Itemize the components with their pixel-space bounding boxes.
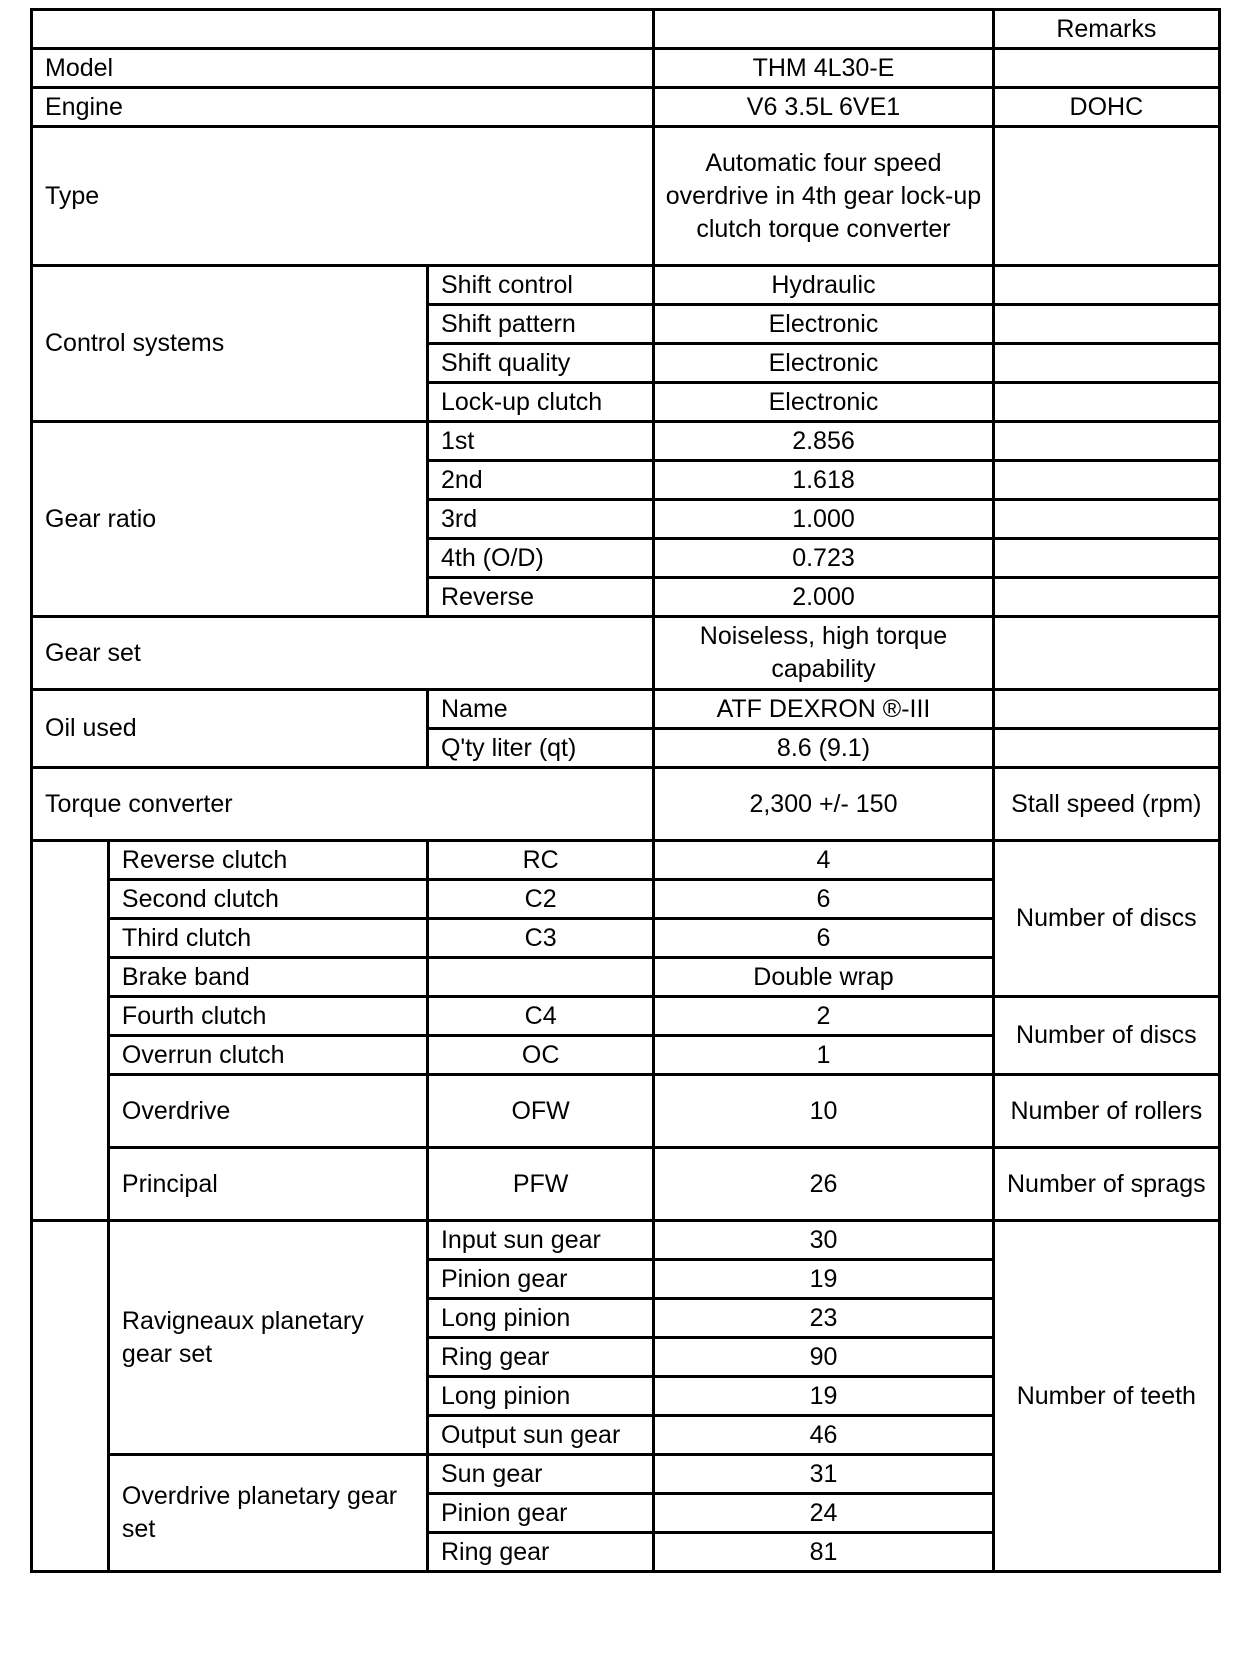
gear-name: Input sun gear bbox=[427, 1221, 653, 1260]
torque-converter-remark: Stall speed (rpm) bbox=[993, 768, 1219, 841]
oil-used-label: Oil used bbox=[32, 690, 428, 768]
ravigneaux-label: Ravigneaux planetary gear set bbox=[108, 1221, 427, 1455]
oil-qty-label: Q'ty liter (qt) bbox=[427, 729, 653, 768]
gear-ratio-value: 2.856 bbox=[654, 422, 993, 461]
gear-ratio-value: 1.618 bbox=[654, 461, 993, 500]
model-label: Model bbox=[32, 49, 654, 88]
control-item-name: Shift quality bbox=[427, 344, 653, 383]
control-item-remark bbox=[993, 383, 1219, 422]
gear-ratio-label: Gear ratio bbox=[32, 422, 428, 617]
freewheel-code: PFW bbox=[427, 1148, 653, 1221]
header-row bbox=[32, 10, 1220, 49]
freewheel-name: Overdrive bbox=[108, 1075, 427, 1148]
engine-value: V6 3.5L 6VE1 bbox=[654, 88, 993, 127]
clutch-remark-discs-2: Number of discs bbox=[993, 997, 1219, 1075]
clutch-group-blank bbox=[32, 841, 109, 1221]
gear-set-value: Noiseless, high torque capability bbox=[654, 617, 993, 690]
model-remark bbox=[993, 49, 1219, 88]
engine-remark: DOHC bbox=[993, 88, 1219, 127]
gear-ratio-name: 4th (O/D) bbox=[427, 539, 653, 578]
gear-name: Pinion gear bbox=[427, 1260, 653, 1299]
control-item-value: Electronic bbox=[654, 344, 993, 383]
gear-teeth: 19 bbox=[654, 1377, 993, 1416]
clutch-code: C2 bbox=[427, 880, 653, 919]
freewheel-remark: Number of sprags bbox=[993, 1148, 1219, 1221]
oil-name-label: Name bbox=[427, 690, 653, 729]
clutch-name: Second clutch bbox=[108, 880, 427, 919]
control-item-name: Lock-up clutch bbox=[427, 383, 653, 422]
gear-name: Pinion gear bbox=[427, 1494, 653, 1533]
gear-set-row bbox=[32, 617, 1220, 690]
clutch-code: RC bbox=[427, 841, 653, 880]
clutch-remark-discs: Number of discs bbox=[993, 841, 1219, 997]
gear-ratio-remark bbox=[993, 422, 1219, 461]
gear-ratio-remark bbox=[993, 539, 1219, 578]
header-blank bbox=[32, 10, 654, 49]
engine-label: Engine bbox=[32, 88, 654, 127]
freewheel-value: 10 bbox=[654, 1075, 993, 1148]
type-row bbox=[32, 127, 1220, 266]
control-row bbox=[32, 266, 1220, 305]
gear-ratio-remark bbox=[993, 500, 1219, 539]
gear-ratio-value: 0.723 bbox=[654, 539, 993, 578]
clutch-value: Double wrap bbox=[654, 958, 993, 997]
model-value: THM 4L30-E bbox=[654, 49, 993, 88]
gear-set-remark bbox=[993, 617, 1219, 690]
gear-teeth: 23 bbox=[654, 1299, 993, 1338]
gear-teeth: 31 bbox=[654, 1455, 993, 1494]
type-remark bbox=[993, 127, 1219, 266]
gear-ratio-name: 3rd bbox=[427, 500, 653, 539]
clutch-name: Fourth clutch bbox=[108, 997, 427, 1036]
clutch-name: Brake band bbox=[108, 958, 427, 997]
clutch-value: 6 bbox=[654, 880, 993, 919]
gear-name: Ring gear bbox=[427, 1533, 653, 1572]
control-item-value: Electronic bbox=[654, 305, 993, 344]
engine-row bbox=[32, 88, 1220, 127]
gear-ratio-name: 1st bbox=[427, 422, 653, 461]
gear-name: Long pinion bbox=[427, 1377, 653, 1416]
clutch-row bbox=[32, 841, 1220, 880]
clutch-code: C3 bbox=[427, 919, 653, 958]
control-item-name: Shift pattern bbox=[427, 305, 653, 344]
specifications-table bbox=[30, 8, 1221, 1573]
gear-teeth: 24 bbox=[654, 1494, 993, 1533]
clutch-value: 4 bbox=[654, 841, 993, 880]
gear-ratio-name: Reverse bbox=[427, 578, 653, 617]
torque-converter-row bbox=[32, 768, 1220, 841]
gear-ratio-row bbox=[32, 422, 1220, 461]
gear-ratio-remark bbox=[993, 461, 1219, 500]
clutch-name: Overrun clutch bbox=[108, 1036, 427, 1075]
gear-name: Ring gear bbox=[427, 1338, 653, 1377]
clutch-row bbox=[32, 997, 1220, 1036]
oil-name-remark bbox=[993, 690, 1219, 729]
gear-ratio-name: 2nd bbox=[427, 461, 653, 500]
type-value: Automatic four speed overdrive in 4th gear lock-up clutch torque converter bbox=[654, 127, 993, 266]
clutch-code: OC bbox=[427, 1036, 653, 1075]
torque-converter-value: 2,300 +/- 150 bbox=[654, 768, 993, 841]
control-item-value: Hydraulic bbox=[654, 266, 993, 305]
type-label: Type bbox=[32, 127, 654, 266]
gear-name: Output sun gear bbox=[427, 1416, 653, 1455]
freewheel-value: 26 bbox=[654, 1148, 993, 1221]
control-systems-label: Control systems bbox=[32, 266, 428, 422]
freewheel-row bbox=[32, 1075, 1220, 1148]
control-item-remark bbox=[993, 344, 1219, 383]
clutch-code: C4 bbox=[427, 997, 653, 1036]
clutch-code bbox=[427, 958, 653, 997]
clutch-value: 6 bbox=[654, 919, 993, 958]
control-item-name: Shift control bbox=[427, 266, 653, 305]
oil-name-value: ATF DEXRON ®-III bbox=[654, 690, 993, 729]
gear-ratio-remark bbox=[993, 578, 1219, 617]
clutch-value: 2 bbox=[654, 997, 993, 1036]
gear-ratio-value: 1.000 bbox=[654, 500, 993, 539]
control-item-remark bbox=[993, 266, 1219, 305]
control-item-remark bbox=[993, 305, 1219, 344]
clutch-name: Reverse clutch bbox=[108, 841, 427, 880]
gear-teeth: 90 bbox=[654, 1338, 993, 1377]
remarks-header: Remarks bbox=[993, 10, 1219, 49]
oil-qty-value: 8.6 (9.1) bbox=[654, 729, 993, 768]
freewheel-row bbox=[32, 1148, 1220, 1221]
gear-name: Long pinion bbox=[427, 1299, 653, 1338]
gear-teeth: 46 bbox=[654, 1416, 993, 1455]
gear-set-label: Gear set bbox=[32, 617, 654, 690]
model-row bbox=[32, 49, 1220, 88]
clutch-value: 1 bbox=[654, 1036, 993, 1075]
gear-name: Sun gear bbox=[427, 1455, 653, 1494]
torque-converter-label: Torque converter bbox=[32, 768, 654, 841]
gear-teeth: 30 bbox=[654, 1221, 993, 1260]
oil-qty-remark bbox=[993, 729, 1219, 768]
freewheel-name: Principal bbox=[108, 1148, 427, 1221]
teeth-remark: Number of teeth bbox=[993, 1221, 1219, 1572]
header-value-blank bbox=[654, 10, 993, 49]
gear-teeth: 81 bbox=[654, 1533, 993, 1572]
control-item-value: Electronic bbox=[654, 383, 993, 422]
overdrive-planetary-label: Overdrive planetary gear set bbox=[108, 1455, 427, 1572]
clutch-name: Third clutch bbox=[108, 919, 427, 958]
gear-ratio-value: 2.000 bbox=[654, 578, 993, 617]
ravigneaux-row bbox=[32, 1221, 1220, 1260]
oil-row bbox=[32, 690, 1220, 729]
freewheel-code: OFW bbox=[427, 1075, 653, 1148]
gear-teeth: 19 bbox=[654, 1260, 993, 1299]
freewheel-remark: Number of rollers bbox=[993, 1075, 1219, 1148]
gearset-group-blank bbox=[32, 1221, 109, 1572]
